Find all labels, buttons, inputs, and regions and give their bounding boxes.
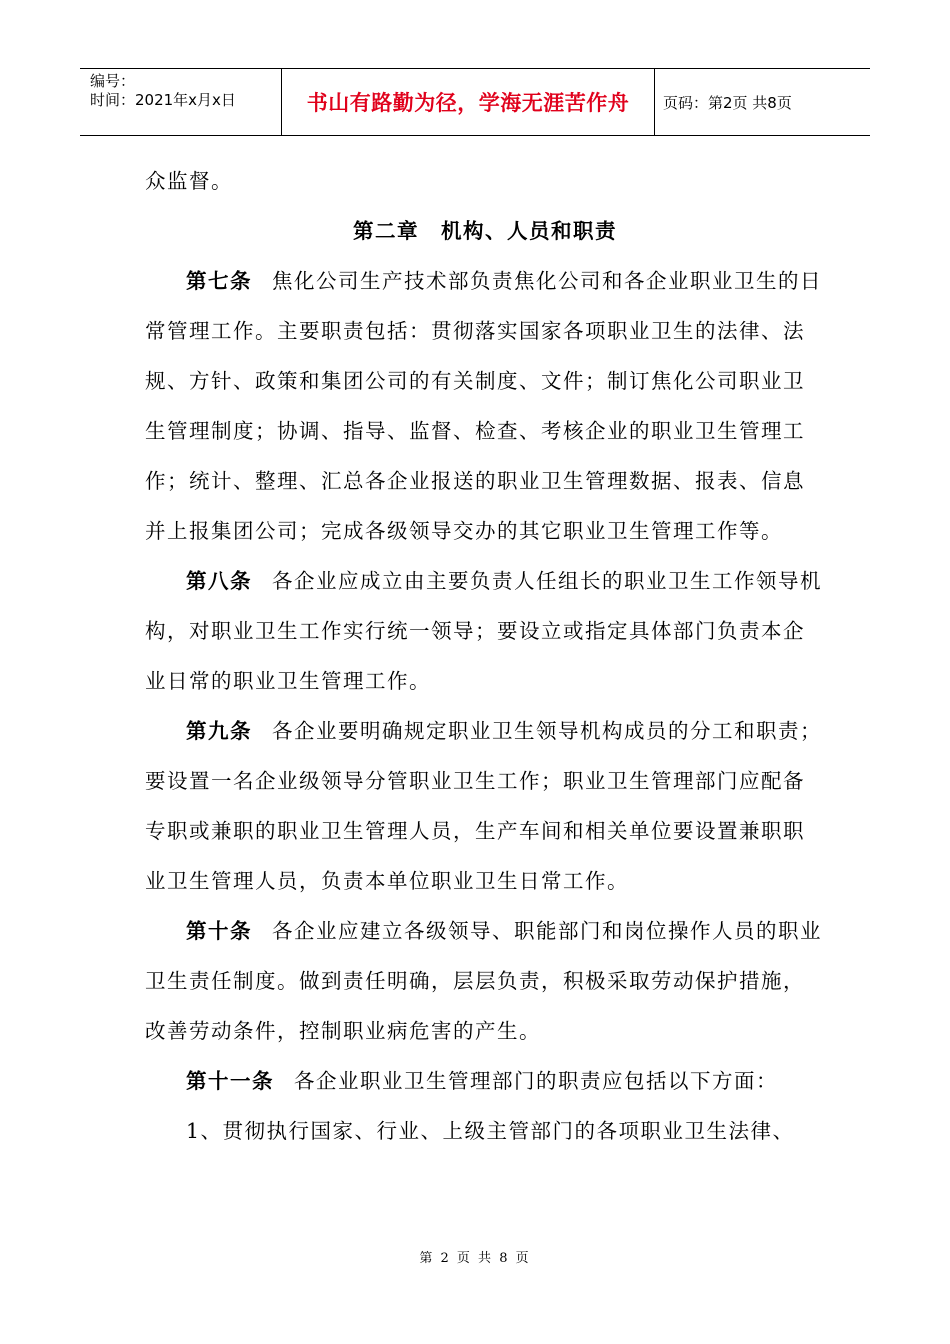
- header-motto: 书山有路勤为径，学海无涯苦作舟: [282, 69, 655, 135]
- article-text: 各企业职业卫生管理部门的职责应包括以下方面：: [294, 1069, 778, 1093]
- article-7: [145, 256, 825, 556]
- article-label: 第十条: [186, 919, 252, 943]
- header-page-info: 页码：第2页 共8页: [663, 93, 792, 112]
- article-text: 各企业要明确规定职业卫生领导机构成员的分工和职责；要设置一名企业级领导分管职业卫生工作；职业卫生管理部门应配备专职或兼职的职业卫生管理人员，生产车间和相关单位要设置兼职职业卫生管理人员，负责本单位职业卫生日常工作。: [145, 719, 822, 893]
- header-number-label: 编号：: [90, 72, 136, 90]
- article-text: 各企业应建立各级领导、职能部门和岗位操作人员的职业卫生责任制度。做到责任明确，层层负责，积极采取劳动保护措施，改善劳动条件，控制职业病危害的产生。: [145, 919, 822, 1043]
- article-text: 各企业应成立由主要负责人任组长的职业卫生工作领导机构，对职业卫生工作实行统一领导；要设立或指定具体部门负责本企业日常的职业卫生管理工作。: [145, 569, 822, 693]
- list-item-1: 1、贯彻执行国家、行业、上级主管部门的各项职业卫生法律、: [186, 1119, 795, 1143]
- article-label: 第七条: [186, 269, 252, 293]
- article-10: [145, 906, 825, 1056]
- chapter-title: 第二章 机构、人员和职责: [353, 219, 617, 243]
- article-9: [145, 706, 825, 906]
- article-11: [145, 1056, 825, 1106]
- article-label: 第九条: [186, 719, 252, 743]
- page-header: [80, 68, 870, 136]
- article-label: 第十一条: [186, 1069, 274, 1093]
- header-date-label: 时间：2021年x月x日: [90, 91, 236, 109]
- document-body: [145, 156, 825, 1156]
- continuation-text: 众监督。: [145, 169, 233, 193]
- article-8: [145, 556, 825, 706]
- header-meta: [80, 69, 282, 135]
- article-text: 焦化公司生产技术部负责焦化公司和各企业职业卫生的日常管理工作。主要职责包括：贯彻落实国家各项职业卫生的法律、法规、方针、政策和集团公司的有关制度、文件；制订焦化公司职业卫生管理制度；协调、指导、监督、检查、考核企业的职业卫生管理工作；统计、整理、汇总各企业报送的职业卫生管理数据、报表、信息并上报集团公司；完成各级领导交办的其它职业卫生管理工作等。: [145, 269, 822, 543]
- page-footer: 第 2 页 共 8 页: [419, 1251, 531, 1266]
- article-label: 第八条: [186, 569, 252, 593]
